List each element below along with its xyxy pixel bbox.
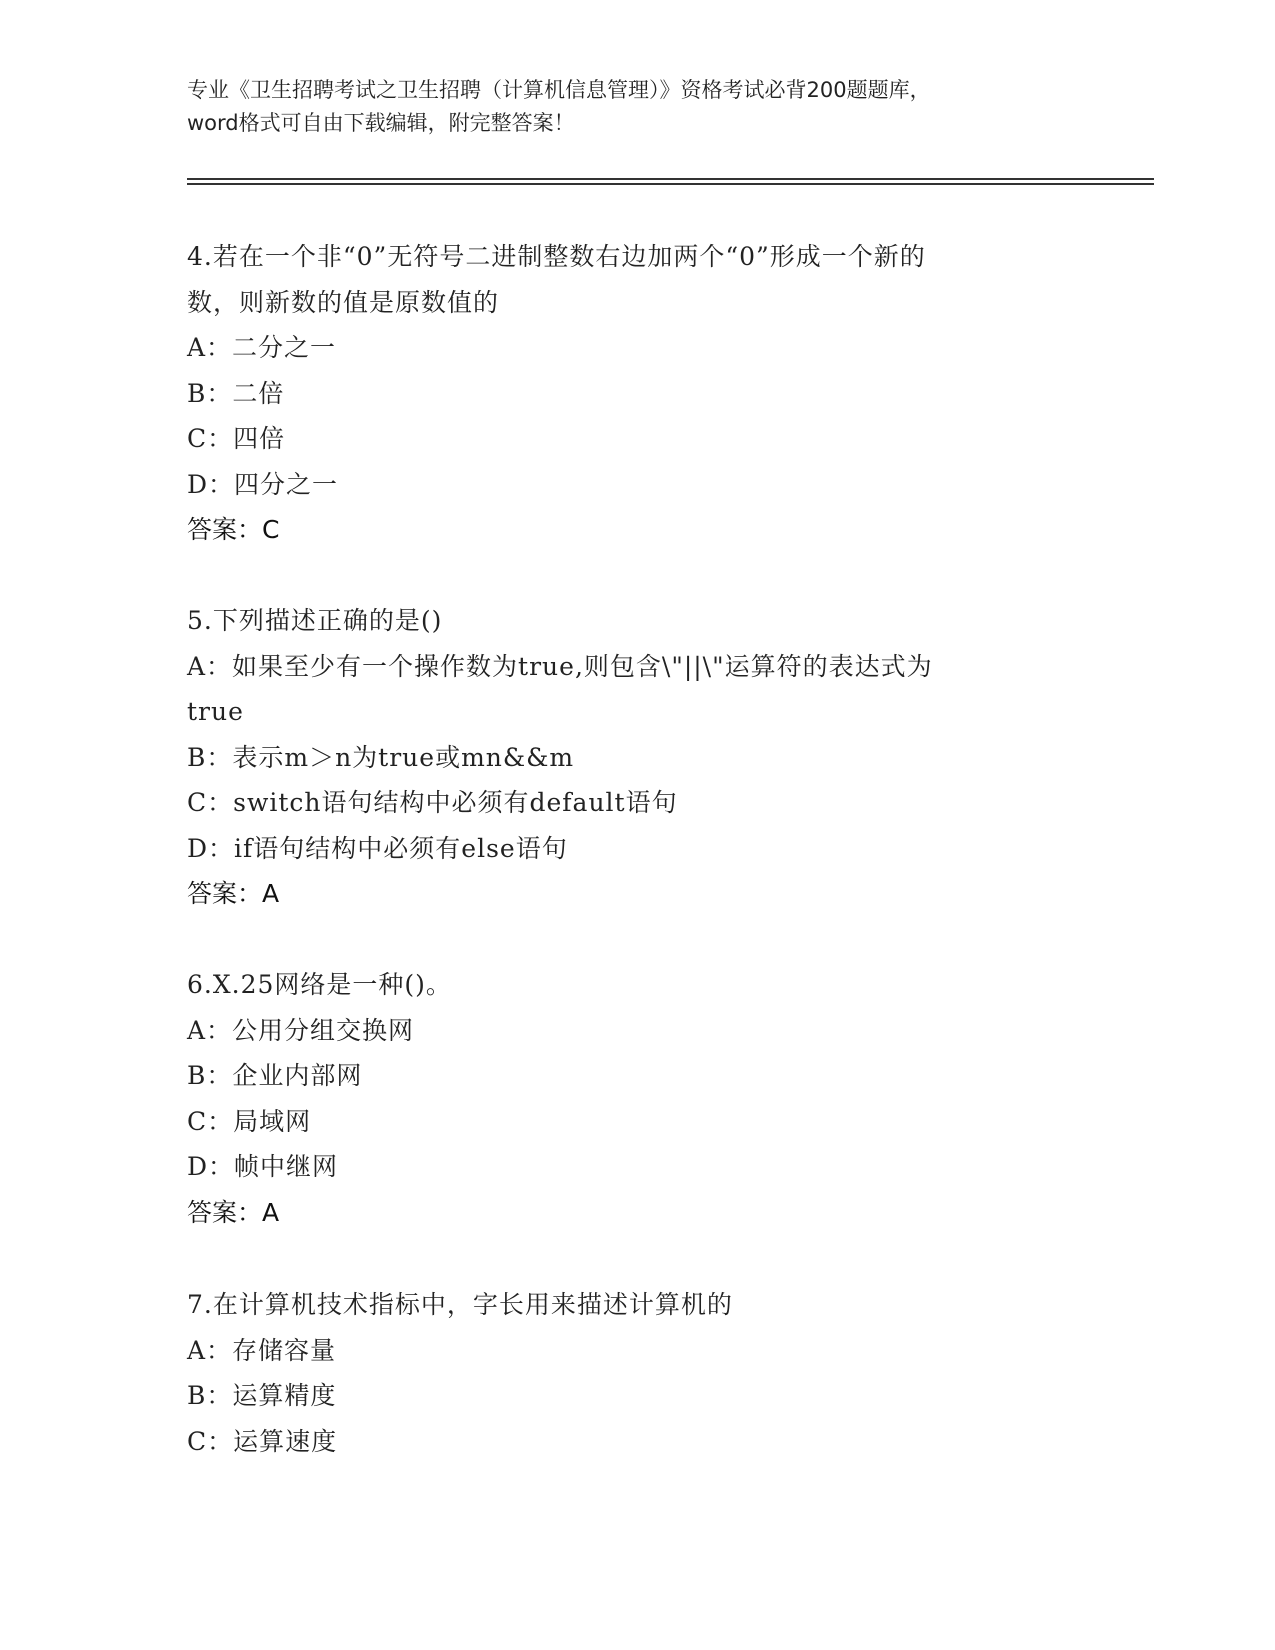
option-d: D：四分之一 bbox=[187, 469, 339, 499]
option-d: D：帧中继网 bbox=[187, 1152, 339, 1181]
question-stem: 数，则新数的值是原数值的 bbox=[187, 287, 500, 317]
question-4 bbox=[187, 234, 1087, 553]
header-title-line-1: 专业《卫生招聘考试之卫生招聘（计算机信息管理）》资格考试必背200题题库， bbox=[187, 78, 931, 102]
answer-label: 答案：A bbox=[187, 1197, 280, 1227]
header-title-line-2: word格式可自由下载编辑，附完整答案！ bbox=[187, 111, 575, 135]
option-b: B：运算精度 bbox=[187, 1381, 337, 1410]
document-header bbox=[187, 74, 1087, 140]
option-a: A：存储容量 bbox=[187, 1335, 337, 1365]
question-stem: 6.X.25网络是一种()。 bbox=[187, 970, 452, 999]
header-divider-bottom bbox=[187, 183, 1154, 185]
option-d: D：if语句结构中必须有else语句 bbox=[187, 833, 568, 863]
header-divider-top bbox=[187, 178, 1154, 180]
option-c: C：switch语句结构中必须有default语句 bbox=[187, 788, 678, 817]
option-b: B：二倍 bbox=[187, 378, 285, 408]
option-a-continuation: true bbox=[187, 697, 244, 726]
option-c: C：运算速度 bbox=[187, 1426, 338, 1456]
question-stem: 4.若在一个非“0”无符号二进制整数右边加两个“0”形成一个新的 bbox=[187, 242, 926, 271]
question-7 bbox=[187, 1282, 1087, 1464]
option-b: B：表示m＞n为true或mn&&m bbox=[187, 742, 575, 772]
option-a: A：公用分组交换网 bbox=[187, 1015, 415, 1045]
answer-label: 答案：C bbox=[187, 515, 280, 544]
option-c: C：局域网 bbox=[187, 1106, 312, 1136]
question-stem: 5.下列描述正确的是() bbox=[187, 606, 443, 635]
question-5 bbox=[187, 598, 1087, 917]
answer-label: 答案：A bbox=[187, 879, 280, 908]
question-stem: 7.在计算机技术指标中，字长用来描述计算机的 bbox=[187, 1290, 733, 1319]
option-a: A：二分之一 bbox=[187, 333, 337, 362]
option-b: B：企业内部网 bbox=[187, 1061, 363, 1090]
option-a: A：如果至少有一个操作数为true,则包含\"||\"运算符的表达式为 bbox=[187, 651, 933, 681]
question-6 bbox=[187, 962, 1087, 1235]
option-c: C：四倍 bbox=[187, 424, 286, 453]
